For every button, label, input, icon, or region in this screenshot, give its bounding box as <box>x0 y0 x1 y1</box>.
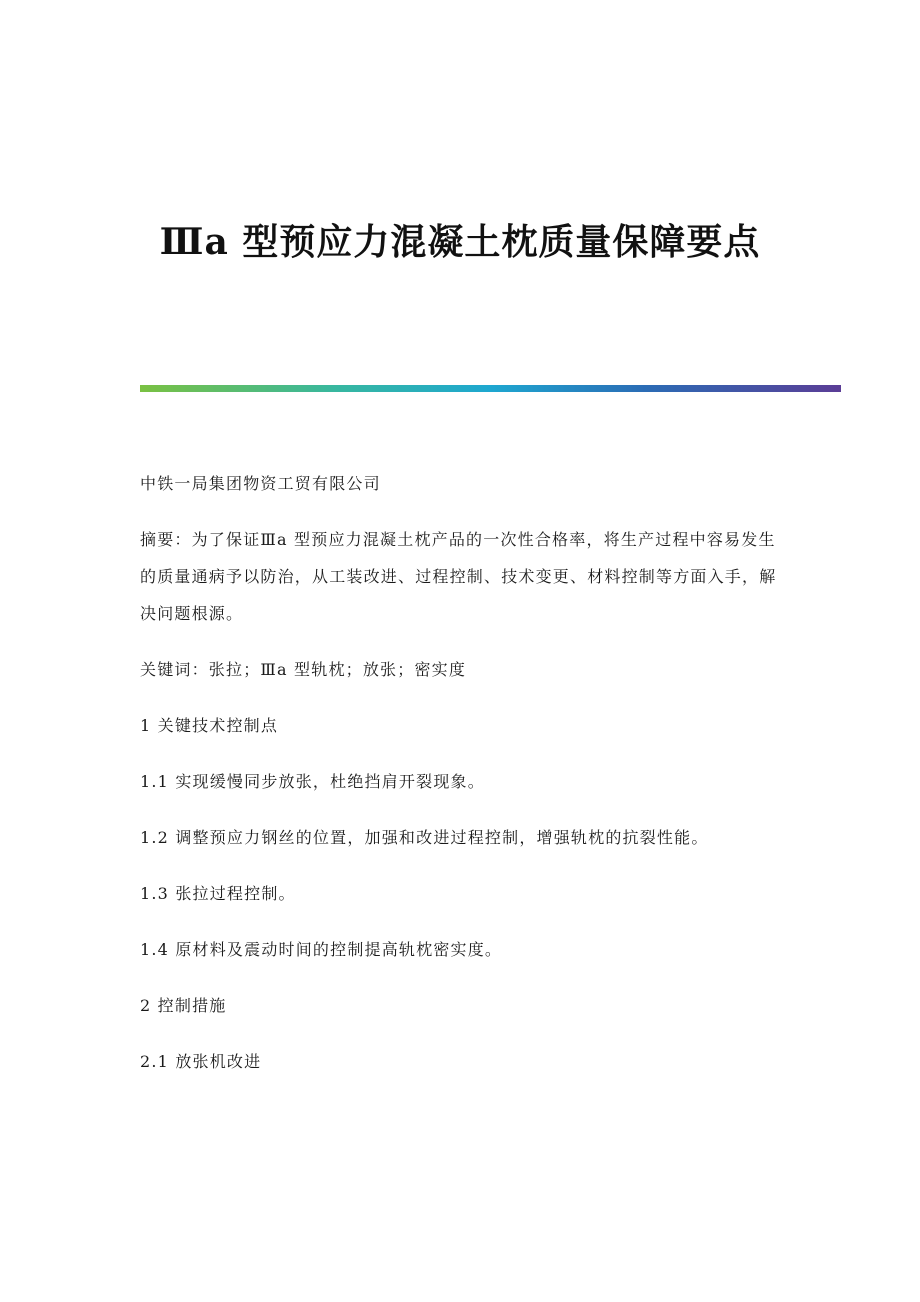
organization-line: 中铁一局集团物资工贸有限公司 <box>140 474 381 493</box>
section-heading: 1 关键技术控制点 <box>140 716 279 735</box>
abstract-paragraph: 摘要：为了保证Ⅲa 型预应力混凝土枕产品的一次性合格率，将生产过程中容易发生的质量通病予以防治，从工装改进、过程控制、技术变更、材料控制等方面入手，解决问题根源。 <box>140 530 777 623</box>
section-item: 1.4 原材料及震动时间的控制提高轨枕密实度。 <box>140 940 503 959</box>
section-heading: 2 控制措施 <box>140 996 227 1015</box>
section-item: 2.1 放张机改进 <box>140 1052 262 1071</box>
section-item: 1.1 实现缓慢同步放张，杜绝挡肩开裂现象。 <box>140 772 485 791</box>
keywords-line: 关键词：张拉；Ⅲa 型轨枕；放张；密实度 <box>140 660 467 679</box>
document-title: Ⅲa 型预应力混凝土枕质量保障要点 <box>159 221 761 263</box>
document-body <box>140 465 780 1099</box>
section-item: 1.2 调整预应力钢丝的位置，加强和改进过程控制，增强轨枕的抗裂性能。 <box>140 828 709 847</box>
section-item: 1.3 张拉过程控制。 <box>140 884 296 903</box>
gradient-divider <box>140 385 841 392</box>
